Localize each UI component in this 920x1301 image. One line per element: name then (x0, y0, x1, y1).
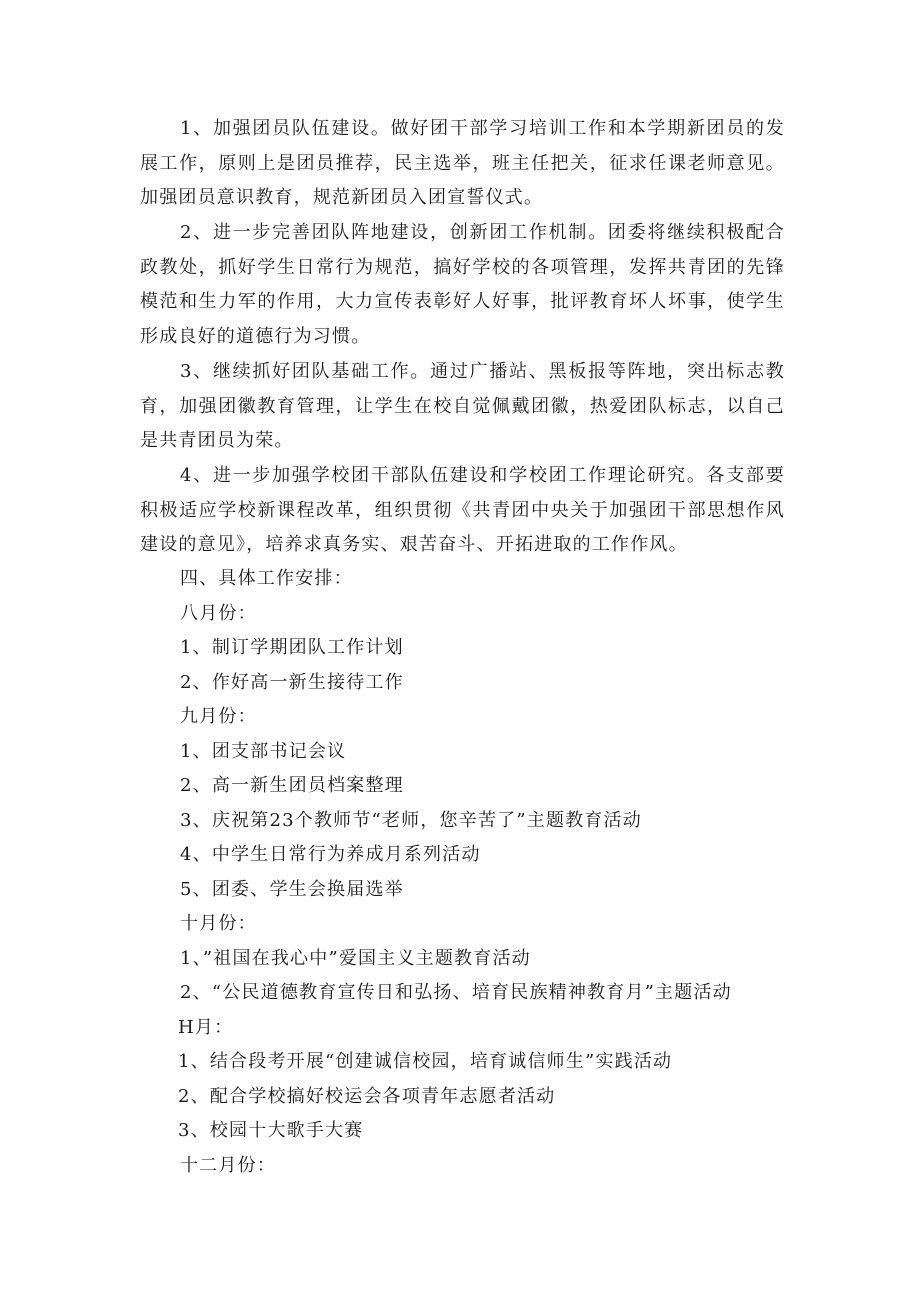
list-item: 2、“公民道德教育宣传日和弘扬、培育民族精神教育月”主题活动 (180, 982, 732, 1003)
month-heading: 十月份： (180, 913, 257, 934)
month-heading: 十二月份： (180, 1155, 276, 1176)
month-heading: H月： (178, 1017, 234, 1038)
month-heading: 八月份： (180, 603, 257, 624)
paragraph-2: 2、进一步完善团队阵地建设，创新团工作机制。团委将继续积极配合政教处，抓好学生日常行为规范，搞好学校的各项管理，发挥共青团的先锋模范和生力军的作用，大力宣传表彰好人好事，批评教育坏人坏事，使学生形成良好的道德行为习惯。 (140, 222, 785, 347)
list-item: 5、团委、学生会换届选举 (180, 879, 404, 900)
paragraph-4: 4、进一步加强学校团干部队伍建设和学校团工作理论研究。各支部要积极适应学校新课程改革，组织贯彻《共青团中央关于加强团干部思想作风建设的意见》，培养求真务实、艰苦奋斗、开拓进取的工作作风。 (140, 465, 785, 555)
list-item: 1、结合段考开展“创建诚信校园，培育诚信师生”实践活动 (178, 1051, 673, 1072)
list-item: 1、制订学期团队工作计划 (180, 637, 404, 658)
list-item: 3、校园十大歌手大赛 (178, 1120, 364, 1141)
list-item: 3、庆祝第23个教师节“老师，您辛苦了”主题教育活动 (180, 810, 642, 831)
list-item: 4、中学生日常行为养成月系列活动 (180, 844, 481, 865)
list-item: 2、作好高一新生接待工作 (180, 672, 404, 693)
list-item: 2、配合学校搞好校运会各项青年志愿者活动 (178, 1086, 556, 1107)
list-item: 1、”祖国在我心中”爱国主义主题教育活动 (180, 948, 531, 969)
paragraph-3: 3、继续抓好团队基础工作。通过广播站、黑板报等阵地，突出标志教育，加强团徽教育管理，让学生在校自觉佩戴团徽，热爱团队标志，以自己是共青团员为荣。 (140, 361, 785, 451)
list-item: 1、团支部书记会议 (180, 741, 347, 762)
paragraph-1: 1、加强团员队伍建设。做好团干部学习培训工作和本学期新团员的发展工作，原则上是团员推荐，民主选举，班主任把关，征求任课老师意见。加强团员意识教育，规范新团员入团宣誓仪式。 (140, 118, 785, 208)
list-item: 2、高一新生团员档案整理 (180, 775, 404, 796)
section-heading: 四、具体工作安排： (180, 568, 353, 589)
month-heading: 九月份： (180, 706, 257, 727)
